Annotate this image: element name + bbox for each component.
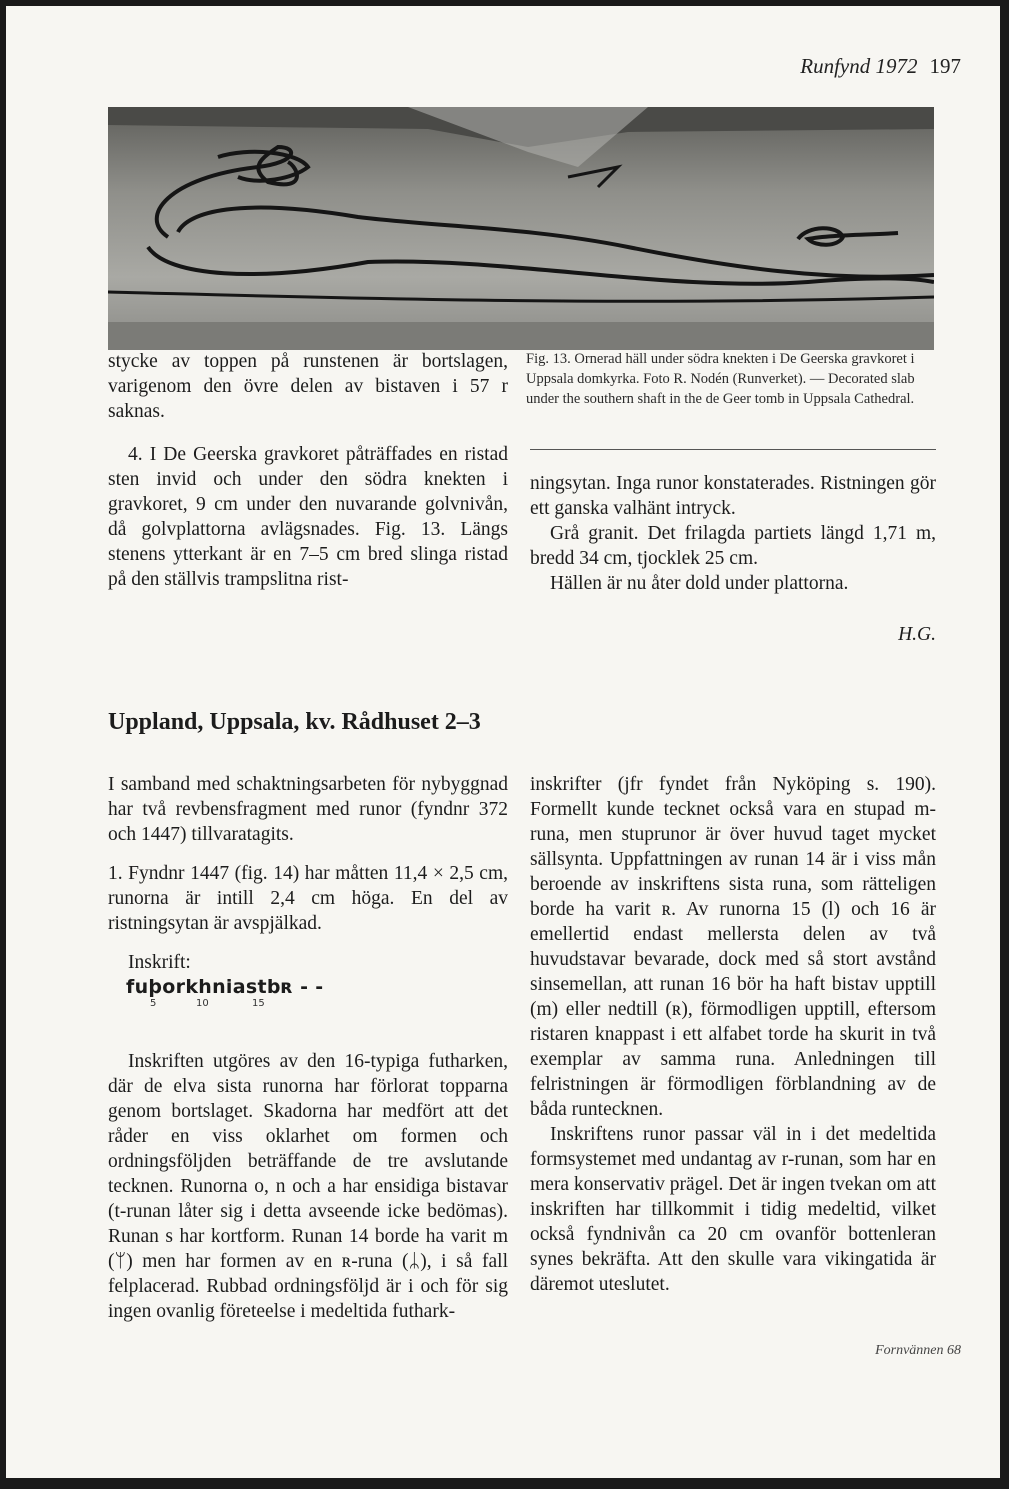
paragraph: ningsytan. Inga runor konstaterades. Ristningen gör ett ganska valhänt intryck. bbox=[530, 473, 936, 519]
rune-position-numbers bbox=[126, 998, 323, 1012]
rune-number: 15 bbox=[252, 998, 265, 1009]
section2-left-column bbox=[108, 772, 508, 975]
journal-footer: Fornvännen 68 bbox=[875, 1343, 961, 1358]
rune-number: 5 bbox=[150, 998, 157, 1009]
paragraph: 1. Fyndnr 1447 (fig. 14) har måtten 11,4 × 2,5 cm, runorna är intill 2,4 cm höga. En del av ristningsytan är avspjälkad. bbox=[108, 863, 508, 934]
section1-right-column bbox=[530, 471, 936, 596]
section-heading: Uppland, Uppsala, kv. Rådhuset 2–3 bbox=[108, 709, 481, 735]
inscription-label: Inskrift: bbox=[128, 952, 191, 973]
paragraph: Grå granit. Det frilagda partiets längd 1,71 m, bredd 34 cm, tjocklek 25 cm. bbox=[530, 523, 936, 569]
figure-13-photo bbox=[108, 107, 934, 350]
author-signature: H.G. bbox=[898, 624, 936, 645]
figure-caption: Fig. 13. Ornerad häll under södra knekten i De Geerska gravkoret i Uppsala domkyrka. Foto R. Nodén (Runverket). — Decorated slab under the southern shaft in the de Geer tomb in Uppsala Cathedral. bbox=[526, 351, 915, 407]
rune-sequence: fuþorkhniastbʀ - - bbox=[126, 976, 324, 998]
running-title: Runfynd 1972 bbox=[800, 54, 918, 78]
section2-left-column-continued bbox=[108, 1049, 508, 1324]
journal-page bbox=[6, 6, 1000, 1478]
paragraph: Inskriftens runor passar väl in i det medeltida formsystemet med undantag av r-runan, som har en mera konservativ prägel. Det är ingen tvekan om att inskriften har tillkommit i tidig medeltid, vilket också fyndnivån ca 20 cm ovanför bottenleran synes bekräfta. Att den skulle vara vikingatida är däremot uteslutet. bbox=[530, 1124, 936, 1295]
paragraph: stycke av toppen på runstenen är bortslagen, varigenom den övre delen av bistaven i 57 r saknas. bbox=[108, 351, 508, 422]
paragraph: Inskriften utgöres av den 16-typiga futharken, där de elva sista runorna har förlorat topparna genom bortslaget. Skadorna har medfört att det råder en viss oklarhet om formen och ordningsföljden beträffande de tre avslutande tecknen. Runorna o, n och a har ensidiga bistavar (t-runan låter sig i detta avseende icke bedömas). Runan s har kortform. Runan 14 borde ha varit m (ᛘ) men har formen av en ʀ-runa (ᛦ), i så fall felplacerad. Rubbad ordningsföljd är i och för sig ingen ovanlig företeelse i medeltida futhark- bbox=[108, 1051, 508, 1322]
paragraph: inskrifter (jfr fyndet från Nyköping s. 190). Formellt kunde tecknet också vara en stupad m-runa, men stuprunor är över huvud taget mycket sällsynta. Uppfattningen av runan 14 är i viss mån beroende av inskriftens sista runa, som rätteligen borde ha varit ʀ. Av runorna 15 (l) och 16 är emellertid endast mellersta delen av två huvudstavar bevarade, dock med så stort avstånd sinsemellan, att runan 16 bör ha haft bistav upptill (m) eller nedtill (ʀ), förmodligen upptill, eftersom ristaren knappast i ett alfabet torde ha skurit in två exemplar av samma runa. Anledningen till felristningen är förmodligen förblandning av de båda runtecknen. bbox=[530, 774, 936, 1120]
paragraph: Hällen är nu åter dold under plattorna. bbox=[550, 573, 849, 594]
decorated-slab-image bbox=[108, 107, 934, 350]
page-number: 197 bbox=[929, 54, 961, 78]
section2-right-column bbox=[530, 772, 936, 1297]
rune-transliteration bbox=[126, 976, 323, 1012]
section1-left-column bbox=[108, 349, 508, 592]
rune-number: 10 bbox=[196, 998, 209, 1009]
running-header bbox=[6, 54, 961, 79]
caption-divider bbox=[530, 449, 936, 450]
paragraph: 4. I De Geerska gravkoret påträffades en ristad sten invid och under den södra knekten i gravkoret, 9 cm under den nuvarande golvnivån, då golvplattorna avlägsnades. Fig. 13. Längs stenens ytterkant är en 7–5 cm bred slinga ristad på den ställvis trampslitna rist- bbox=[108, 444, 508, 590]
paragraph: I samband med schaktningsarbeten för nybyggnad har två revbensfragment med runor (fyndnr 372 och 1447) tillvaratagits. bbox=[108, 774, 508, 845]
